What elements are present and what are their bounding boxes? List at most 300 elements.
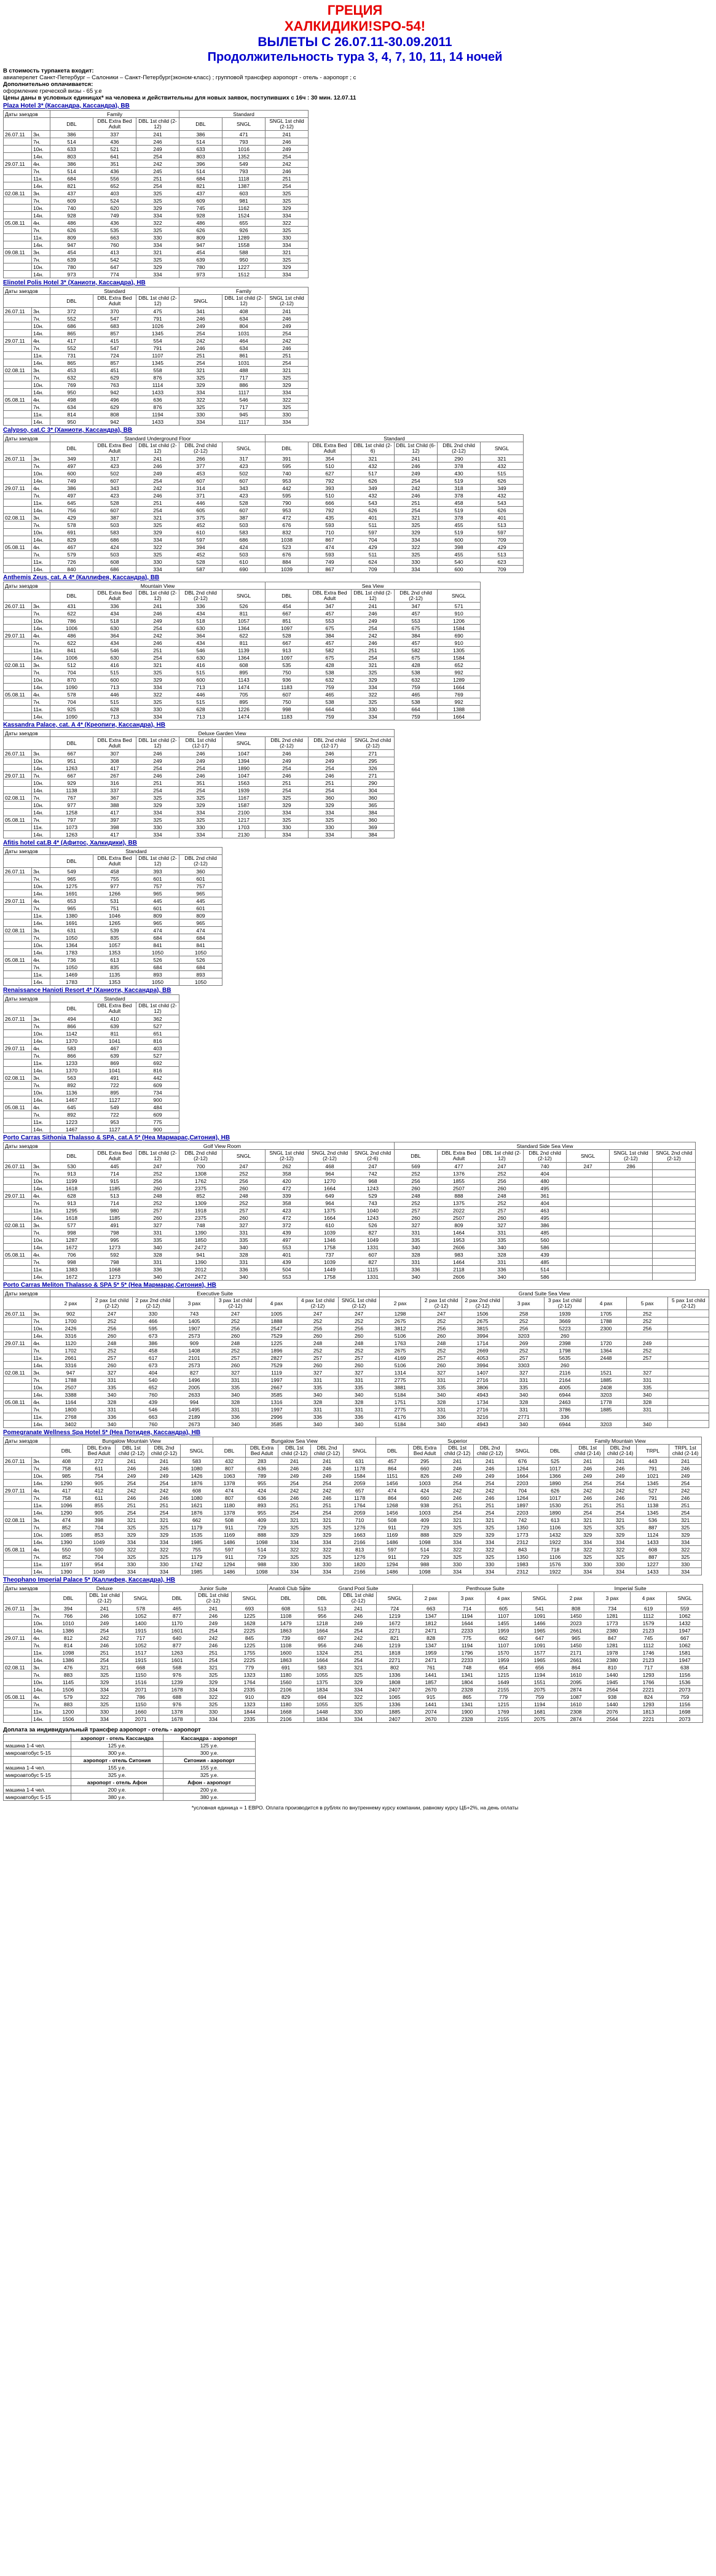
price-cell: 369 <box>352 824 395 831</box>
price-cell: 260 <box>421 1332 462 1340</box>
price-cell: 983 <box>438 1251 481 1259</box>
price-cell: 1433 <box>637 1539 669 1546</box>
price-cell: 577 <box>50 1222 93 1229</box>
price-cell: 549 <box>50 868 93 875</box>
price-cell: 3402 <box>50 1421 92 1428</box>
price-cell: 5184 <box>380 1391 421 1399</box>
price-cell: 329 <box>87 1679 123 1686</box>
price-cell: 321 <box>441 1516 474 1524</box>
arrival-date <box>4 411 32 418</box>
price-cell: 2155 <box>486 1715 522 1723</box>
price-row <box>4 337 309 345</box>
price-cell: 2271 <box>377 1657 413 1664</box>
arrival-date <box>4 617 32 625</box>
price-row <box>4 875 222 883</box>
price-cell: 340 <box>215 1391 256 1399</box>
nights: 14н. <box>32 1273 50 1281</box>
price-cell: 666 <box>309 499 352 507</box>
price-cell: 249 <box>604 1472 637 1480</box>
price-cell: 251 <box>266 352 309 359</box>
price-cell: 1290 <box>50 1509 83 1516</box>
price-cell: 246 <box>340 1612 377 1620</box>
price-cell: 2074 <box>413 1708 449 1715</box>
price-cell: 1309 <box>179 1200 222 1207</box>
price-cell: 1664 <box>309 1185 352 1192</box>
price-cell: 325 <box>266 190 309 197</box>
price-cell: 1383 <box>50 1266 93 1273</box>
price-cell: 335 <box>215 1384 256 1391</box>
price-cell: 330 <box>179 411 222 418</box>
price-cell: 1243 <box>352 1185 395 1192</box>
price-row <box>4 404 309 411</box>
price-cell: 3881 <box>380 1384 421 1391</box>
price-cell: 607 <box>179 477 222 485</box>
column-header: DBL Extra Bed Adult <box>83 1445 116 1458</box>
price-cell: 246 <box>669 1494 702 1502</box>
price-cell: 1183 <box>266 713 309 720</box>
price-cell: 1890 <box>539 1509 572 1516</box>
price-cell: 686 <box>93 566 136 573</box>
arrival-date: 02.08.11 <box>4 190 32 197</box>
price-row <box>4 271 309 278</box>
price-cell: 1560 <box>268 1679 304 1686</box>
nights: 14н. <box>32 1067 50 1074</box>
arrival-date <box>4 824 32 831</box>
price-cell: 1370 <box>50 1067 93 1074</box>
price-cell: 251 <box>311 1502 344 1509</box>
price-cell: 755 <box>93 875 136 883</box>
price-cell: 1516 <box>123 1679 159 1686</box>
nights: 4н. <box>32 1192 50 1200</box>
price-cell: 722 <box>93 1082 136 1089</box>
price-cell: 611 <box>83 1494 116 1502</box>
price-cell: 729 <box>409 1553 441 1561</box>
price-cell: 286 <box>610 1163 653 1170</box>
price-cell: 526 <box>136 956 179 964</box>
nights: 10н. <box>32 802 50 809</box>
price-cell: 1524 <box>222 212 266 219</box>
price-cell: 3669 <box>545 1317 586 1325</box>
price-cell: 331 <box>395 1259 438 1266</box>
price-cell: 1570 <box>486 1649 522 1657</box>
room-type-header: Penthouse Suite <box>413 1585 558 1592</box>
price-cell: 2463 <box>545 1399 586 1406</box>
price-cell: 251 <box>116 1502 148 1509</box>
blank-header-cell <box>4 1445 50 1458</box>
price-cell: 1536 <box>667 1679 703 1686</box>
price-cell: 583 <box>50 1045 93 1052</box>
arrival-date <box>4 890 32 897</box>
price-cell: 429 <box>50 514 93 521</box>
price-cell: 524 <box>93 197 136 205</box>
arrival-date: 29.07.11 <box>4 897 32 905</box>
price-cell: 1293 <box>631 1671 667 1679</box>
price-cell: 546 <box>222 396 266 404</box>
price-cell <box>668 1310 709 1317</box>
price-cell: 1440 <box>594 1671 631 1679</box>
price-row <box>4 315 309 322</box>
price-cell: 364 <box>93 632 136 639</box>
price-cell <box>567 1214 610 1222</box>
arrival-date <box>4 227 32 234</box>
price-row <box>4 463 524 470</box>
price-cell: 1115 <box>352 1266 395 1273</box>
price-cell: 855 <box>83 1502 116 1509</box>
price-cell: 613 <box>93 956 136 964</box>
arrival-date <box>4 1531 32 1539</box>
price-cell: 334 <box>266 212 309 219</box>
price-cell: 251 <box>604 1502 637 1509</box>
arrival-date <box>4 374 32 381</box>
price-cell: 242 <box>340 1634 377 1642</box>
price-cell: 260 <box>92 1362 133 1369</box>
price-cell: 472 <box>266 1214 309 1222</box>
price-cell: 336 <box>136 1266 179 1273</box>
price-cell: 415 <box>93 337 136 345</box>
price-cell: 257 <box>395 1207 438 1214</box>
price-cell: 410 <box>93 1015 136 1023</box>
price-cell: 432 <box>213 1458 246 1465</box>
price-cell: 242 <box>195 1634 232 1642</box>
price-cell: 334 <box>136 809 179 816</box>
price-cell: 514 <box>179 168 222 175</box>
blank-header-cell <box>4 1150 50 1163</box>
price-cell: 330 <box>195 1708 232 1715</box>
dates-label: Даты заездов <box>4 1290 50 1297</box>
price-cell: 2408 <box>586 1384 627 1391</box>
price-row <box>4 1568 702 1575</box>
price-cell: 2448 <box>586 1354 627 1362</box>
price-cell: 953 <box>266 507 309 514</box>
arrival-date <box>4 1465 32 1472</box>
price-cell: 632 <box>395 676 438 684</box>
price-cell: 1026 <box>136 322 179 330</box>
column-header: 5 pax 1st child (2-12) <box>668 1297 709 1310</box>
price-cell: 327 <box>421 1369 462 1376</box>
price-cell: 252 <box>215 1317 256 1325</box>
price-cell: 583 <box>181 1458 213 1465</box>
blank-header-cell <box>4 1297 50 1310</box>
price-cell: 605 <box>486 1605 522 1612</box>
price-cell: 252 <box>92 1317 133 1325</box>
price-cell: 307 <box>93 750 136 757</box>
price-cell: 1316 <box>256 1399 297 1406</box>
column-header: DBL 1st child (2-12) <box>116 1445 148 1458</box>
nights: 14н. <box>32 418 50 426</box>
column-header-row <box>4 118 309 131</box>
price-cell: 246 <box>395 463 438 470</box>
price-cell: 792 <box>309 477 352 485</box>
price-cell: 2100 <box>222 809 266 816</box>
price-cell: 247 <box>297 1310 339 1317</box>
price-cell: 866 <box>50 1023 93 1030</box>
price-cell: 667 <box>50 750 93 757</box>
arrival-date: 05.08.11 <box>4 956 32 964</box>
price-cell: 1486 <box>213 1568 246 1575</box>
price-cell: 335 <box>222 1236 266 1244</box>
price-cell: 622 <box>222 632 266 639</box>
price-cell: 2166 <box>344 1539 376 1546</box>
price-cell: 1467 <box>50 1096 93 1104</box>
price-cell: 1664 <box>506 1472 539 1480</box>
price-cell: 630 <box>179 625 222 632</box>
price-cell: 841 <box>136 942 179 949</box>
price-cell: 246 <box>136 463 179 470</box>
price-cell: 248 <box>339 1340 380 1347</box>
price-cell: 503 <box>93 521 136 529</box>
price-cell: 248 <box>136 1192 179 1200</box>
price-cell: 1180 <box>268 1701 304 1708</box>
arrival-date <box>4 1214 32 1222</box>
price-cell: 1016 <box>222 146 266 153</box>
column-header: SNGL 1st child (2-12) <box>339 1297 380 1310</box>
price-cell: 327 <box>297 1369 339 1376</box>
price-cell: 327 <box>395 1222 438 1229</box>
price-cell: 331 <box>92 1406 133 1413</box>
price-cell: 636 <box>246 1494 278 1502</box>
price-cell: 408 <box>222 308 266 315</box>
price-cell: 254 <box>195 1657 232 1664</box>
price-row <box>4 352 309 359</box>
price-cell <box>668 1399 709 1406</box>
price-cell: 335 <box>421 1384 462 1391</box>
price-cell: 325 <box>604 1553 637 1561</box>
price-cell: 759 <box>522 1693 558 1701</box>
arrival-date: 09.08.11 <box>4 249 32 256</box>
price-cell: 2059 <box>344 1509 376 1516</box>
vehicle-type: машина 1-4 чел. <box>4 1764 71 1771</box>
price-cell: 1178 <box>344 1465 376 1472</box>
arrival-date <box>4 477 32 485</box>
price-row <box>4 131 309 138</box>
room-type-row <box>4 995 179 1002</box>
hotel-title: Kassandra Palace, cat. A 4* (Креопиги, Кассандра), HB <box>3 722 165 728</box>
price-cell: 1496 <box>174 1376 215 1384</box>
price-cell: 331 <box>339 1406 380 1413</box>
nights: 7н. <box>32 669 50 676</box>
price-cell: 622 <box>50 610 93 617</box>
price-cell: 241 <box>136 603 179 610</box>
price-cell: 474 <box>50 1516 83 1524</box>
price-cell: 446 <box>93 691 136 698</box>
price-cell: 1298 <box>380 1310 421 1317</box>
price-cell: 249 <box>87 1620 123 1627</box>
price-cell: 1758 <box>309 1244 352 1251</box>
price-cell: 457 <box>309 639 352 647</box>
price-cell: 835 <box>93 934 136 942</box>
price-cell: 439 <box>524 1251 567 1259</box>
price-cell: 372 <box>266 1222 309 1229</box>
arrival-date <box>4 1406 32 1413</box>
price-row <box>4 1516 702 1524</box>
price-cell: 605 <box>179 507 222 514</box>
nights: 10н. <box>32 205 50 212</box>
price-cell: 271 <box>352 750 395 757</box>
price-cell: 546 <box>179 647 222 654</box>
price-cell: 254 <box>474 1480 506 1487</box>
price-row <box>4 234 309 241</box>
price-cell: 662 <box>181 1516 213 1524</box>
price-cell: 1456 <box>376 1509 409 1516</box>
column-header: SNGL 2nd child (2-12) <box>352 737 395 750</box>
arrival-date <box>4 676 32 684</box>
price-cell: 1097 <box>266 654 309 662</box>
price-cell: 322 <box>604 1546 637 1553</box>
nights: 14н. <box>32 1627 50 1634</box>
arrival-date <box>4 175 32 182</box>
arrival-date: 02.08.11 <box>4 794 32 802</box>
arrival-date: 05.08.11 <box>4 816 32 824</box>
nights: 14н. <box>32 477 50 485</box>
price-cell <box>567 1185 610 1192</box>
arrival-date <box>4 1376 32 1384</box>
price-cell: 246 <box>572 1465 604 1472</box>
price-cell: 334 <box>266 418 309 426</box>
included-heading: В стоимость турпакета входит: <box>3 68 94 74</box>
price-cell: 1055 <box>304 1671 340 1679</box>
transfer-price: 200 у.е. <box>71 1786 163 1793</box>
nights: 7н. <box>32 934 50 942</box>
price-row <box>4 1067 179 1074</box>
price-cell: 260 <box>339 1332 380 1340</box>
price-row <box>4 824 395 831</box>
price-cell: 697 <box>304 1634 340 1642</box>
column-header: DBL 2nd child (2-12) <box>311 1445 344 1458</box>
price-cell: 528 <box>222 499 266 507</box>
price-cell: 538 <box>395 669 438 676</box>
price-cell: 362 <box>136 1015 179 1023</box>
price-cell: 260 <box>222 1214 266 1222</box>
price-cell: 2673 <box>174 1421 215 1428</box>
transfer-price: 380 у.е. <box>71 1793 163 1801</box>
price-cell: 251 <box>148 1502 181 1509</box>
price-cell: 632 <box>309 676 352 684</box>
price-cell: 515 <box>481 470 524 477</box>
price-cell: 1263 <box>159 1649 195 1657</box>
price-cell: 252 <box>92 1347 133 1354</box>
price-cell: 503 <box>93 551 136 558</box>
price-cell: 254 <box>604 1509 637 1516</box>
price-cell: 601 <box>136 905 179 912</box>
price-cell: 511 <box>352 521 395 529</box>
price-cell: 774 <box>93 271 136 278</box>
price-row <box>4 544 524 551</box>
price-cell: 3303 <box>503 1362 545 1369</box>
price-cell: 246 <box>311 1494 344 1502</box>
price-cell: 325 <box>266 197 309 205</box>
arrival-date <box>4 1082 32 1089</box>
price-cell: 1052 <box>123 1612 159 1620</box>
price-cell: 664 <box>309 706 352 713</box>
price-cell: 331 <box>215 1406 256 1413</box>
price-cell: 257 <box>421 1354 462 1362</box>
price-cell: 954 <box>83 1561 116 1568</box>
price-row <box>4 868 222 875</box>
price-cell: 254 <box>395 507 438 514</box>
price-cell: 322 <box>441 1546 474 1553</box>
price-cell: 4169 <box>380 1354 421 1362</box>
price-cell: 631 <box>50 927 93 934</box>
arrival-date: 26.07.11 <box>4 1605 32 1612</box>
dates-label: Даты заездов <box>4 1142 50 1150</box>
price-cell: 652 <box>133 1384 174 1391</box>
price-cell: 254 <box>309 765 352 772</box>
column-header: DBL 1st child (2-12) <box>87 1592 123 1605</box>
vehicle-type: машина 1-4 чел. <box>4 1742 71 1749</box>
price-cell: 1295 <box>50 1207 93 1214</box>
price-cell <box>668 1384 709 1391</box>
price-cell: 241 <box>148 1458 181 1465</box>
nights: 3н. <box>32 868 50 875</box>
price-cell: 651 <box>136 1030 179 1037</box>
price-cell: 740 <box>524 1163 567 1170</box>
price-cell: 417 <box>50 337 93 345</box>
price-cell: 779 <box>232 1664 268 1671</box>
price-cell: 758 <box>50 1465 83 1472</box>
price-cell: 343 <box>93 485 136 492</box>
price-cell: 913 <box>50 1200 93 1207</box>
nights: 10н. <box>32 757 50 765</box>
arrival-date <box>4 1023 32 1030</box>
price-cell: 2472 <box>179 1273 222 1281</box>
price-cell: 888 <box>246 1531 278 1539</box>
transfer-route: аэропорт - отель Афон <box>71 1779 163 1786</box>
price-cell: 1366 <box>539 1472 572 1480</box>
hotel-title: Pomegranate Wellness Spa Hotel 5* (Неа Потидея, Кассандра), HB <box>3 1429 201 1436</box>
price-cell: 1691 <box>50 890 93 897</box>
room-type-header: Junior Suite <box>159 1585 268 1592</box>
price-cell <box>653 1170 696 1177</box>
price-cell: 246 <box>195 1642 232 1649</box>
price-cell: 254 <box>311 1509 344 1516</box>
nights: 4н. <box>32 1399 50 1406</box>
price-cell: 1376 <box>438 1170 481 1177</box>
column-header: 2 pax 2nd child (2-12) <box>462 1297 503 1310</box>
dates-label: Даты заездов <box>4 582 50 590</box>
column-header: 4 pax 1st child (2-12) <box>297 1297 339 1310</box>
price-cell: 802 <box>377 1664 413 1671</box>
price-cell: 252 <box>395 1200 438 1207</box>
price-cell: 358 <box>266 1170 309 1177</box>
price-cell: 628 <box>93 706 136 713</box>
price-cell: 318 <box>438 485 481 492</box>
column-header-row <box>4 1150 696 1163</box>
price-cell: 340 <box>297 1421 339 1428</box>
nights: 7н. <box>32 1465 50 1472</box>
price-cell: 1273 <box>93 1244 136 1251</box>
price-cell: 334 <box>604 1539 637 1546</box>
price-cell: 254 <box>266 182 309 190</box>
transfer-price: 200 у.е. <box>163 1786 256 1793</box>
price-cell: 347 <box>309 603 352 610</box>
price-cell: 378 <box>438 514 481 521</box>
price-cell: 546 <box>93 647 136 654</box>
price-cell: 953 <box>266 477 309 485</box>
price-cell: 814 <box>50 1642 87 1649</box>
price-cell: 2116 <box>545 1369 586 1376</box>
price-cell: 1850 <box>179 1236 222 1244</box>
price-cell: 241 <box>266 131 309 138</box>
hotel-title: Elinotel Polis Hotel 3* (Ханиоти, Кассандра), HB <box>3 279 146 286</box>
price-cell: 325 <box>395 551 438 558</box>
price-row <box>4 1332 709 1340</box>
nights: 7н. <box>32 1612 50 1620</box>
price-cell: 2225 <box>232 1627 268 1634</box>
package-info <box>3 68 707 101</box>
price-cell: 1281 <box>594 1612 631 1620</box>
arrival-date <box>4 470 32 477</box>
column-header: 3 pax <box>503 1297 545 1310</box>
